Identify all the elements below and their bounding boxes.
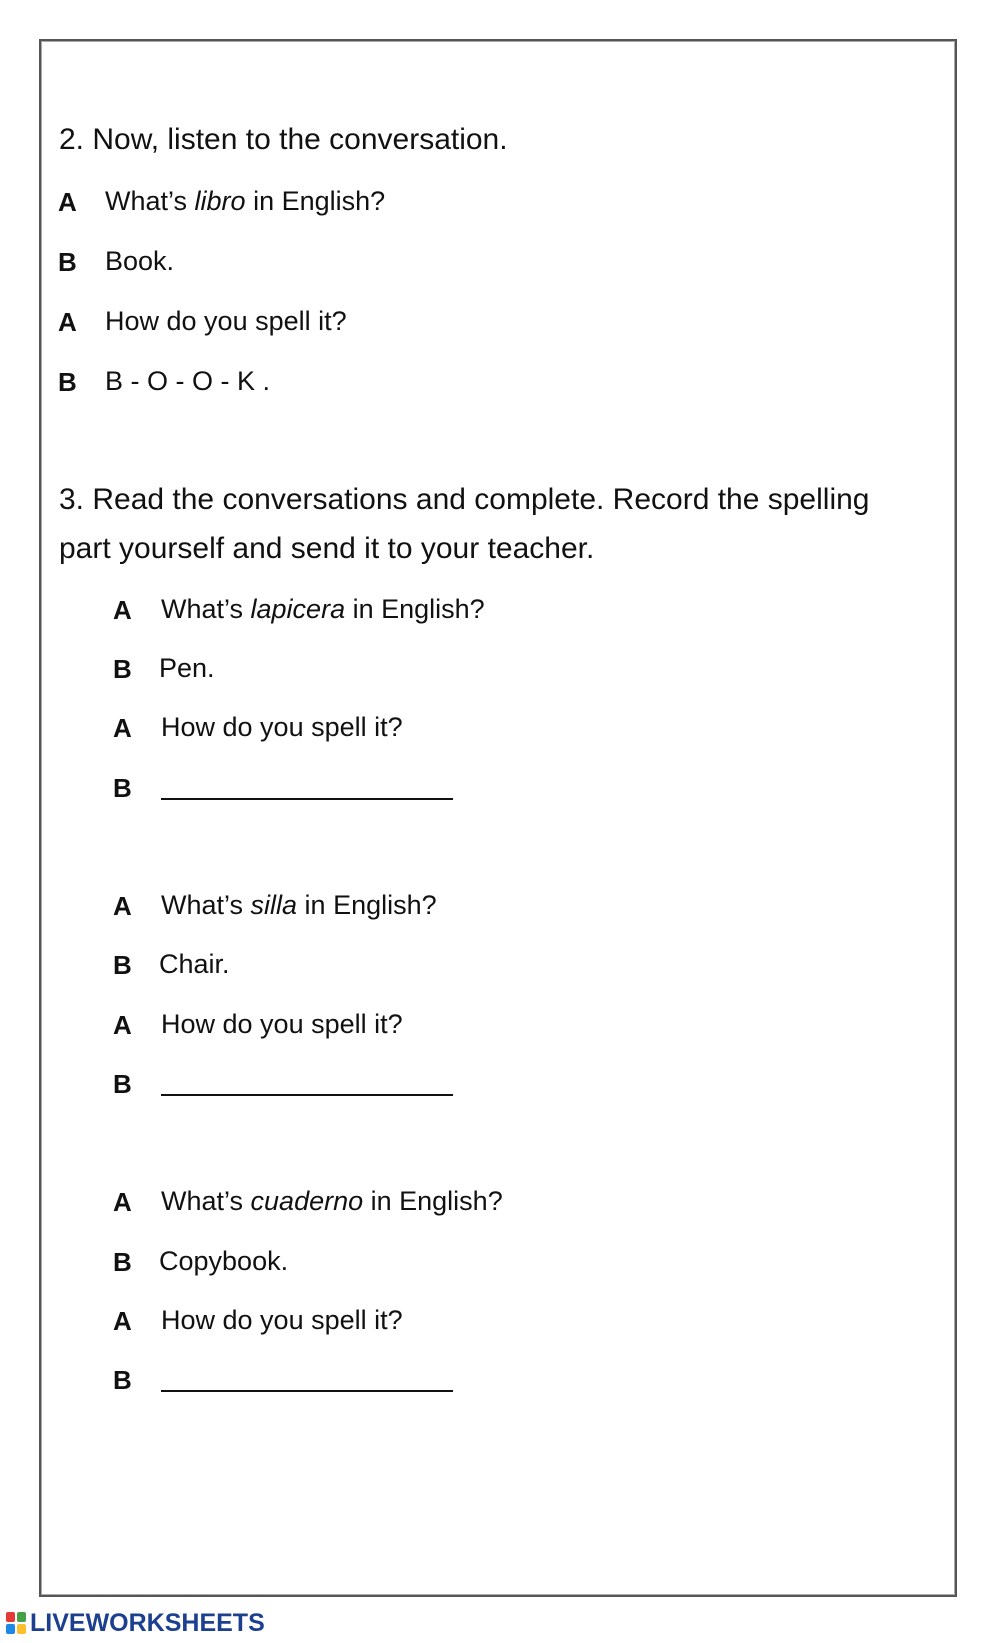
question-text: What’s silla in English? — [161, 890, 437, 920]
speaker-label: B — [113, 1365, 132, 1395]
answer-text: Chair. — [159, 949, 230, 979]
dialogue-text: Book. — [105, 246, 175, 276]
ask-text: How do you spell it? — [161, 1009, 403, 1039]
speaker-label: B — [113, 950, 132, 980]
ask-text: How do you spell it? — [161, 712, 403, 742]
question-text: What’s cuaderno in English? — [161, 1186, 503, 1216]
speaker-label: A — [58, 307, 77, 337]
speaker-label: A — [113, 1306, 132, 1336]
speaker-label: A — [58, 187, 77, 217]
question-text: What’s lapicera in English? — [161, 594, 485, 624]
speaker-label: A — [113, 891, 132, 921]
ask-text: How do you spell it? — [161, 1305, 403, 1335]
speaker-label: B — [58, 367, 77, 397]
dialogue-text: What’s libro in English? — [105, 186, 386, 216]
liveworksheets-logo-icon — [6, 1611, 28, 1635]
speaker-label: A — [113, 1010, 132, 1040]
answer-blank[interactable] — [161, 798, 453, 800]
dialogue-text: B - O - O - K . — [105, 366, 271, 396]
answer-text: Pen. — [159, 653, 215, 683]
answer-blank[interactable] — [161, 1094, 453, 1096]
speaker-label: B — [58, 247, 77, 277]
speaker-label: B — [113, 1069, 132, 1099]
section-2-heading: 2. Now, listen to the conversation. — [59, 123, 508, 156]
answer-blank[interactable] — [161, 1390, 453, 1392]
speaker-label: A — [113, 713, 132, 743]
liveworksheets-logo[interactable] — [6, 1610, 265, 1636]
speaker-label: A — [113, 1187, 132, 1217]
worksheet-page — [39, 39, 957, 1597]
dialogue-text: How do you spell it? — [105, 306, 347, 336]
speaker-label: A — [113, 595, 132, 625]
speaker-label: B — [113, 773, 132, 803]
section-3-heading-line2: part yourself and send it to your teacher. — [59, 532, 595, 565]
answer-text: Copybook. — [159, 1246, 289, 1276]
speaker-label: B — [113, 654, 132, 684]
brand-text: LIVEWORKSHEETS — [30, 1608, 265, 1637]
section-3-heading-line1: 3. Read the conversations and complete. Record the spelling — [59, 483, 870, 516]
speaker-label: B — [113, 1247, 132, 1277]
